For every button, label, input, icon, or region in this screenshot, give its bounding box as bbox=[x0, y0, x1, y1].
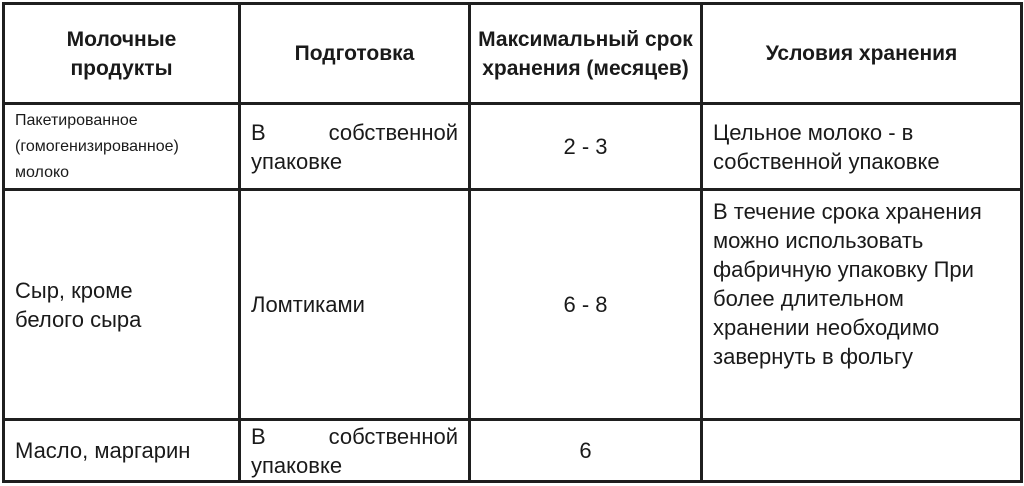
header-preparation-label: Подготовка bbox=[294, 42, 415, 65]
max-storage-cell bbox=[470, 420, 702, 482]
preparation-cell bbox=[240, 104, 470, 190]
product-cell bbox=[4, 420, 240, 482]
table-header-row bbox=[4, 4, 1022, 104]
preparation-cell bbox=[240, 190, 470, 420]
conditions-text: Цельное молоко - в собственной упаковке bbox=[713, 119, 940, 174]
table-row bbox=[4, 420, 1022, 482]
max-storage-value: 6 bbox=[579, 438, 592, 463]
max-storage-cell bbox=[470, 104, 702, 190]
preparation-text: В собственной упаковке bbox=[251, 423, 458, 478]
preparation-text: В собственной упаковке bbox=[251, 119, 458, 174]
conditions-text: В течение срока хранения можно использовать фабричную упаковку При более длительном хранении необходимо завернуть в фольгу bbox=[713, 199, 982, 369]
conditions-cell bbox=[702, 190, 1022, 420]
product-name: Сыр, кроме белого сыра bbox=[15, 277, 142, 332]
table-row bbox=[4, 104, 1022, 190]
product-name: Масло, маргарин bbox=[15, 438, 191, 463]
conditions-cell bbox=[702, 104, 1022, 190]
table-row bbox=[4, 190, 1022, 420]
header-preparation bbox=[240, 4, 470, 104]
header-storage-conditions bbox=[702, 4, 1022, 104]
product-cell bbox=[4, 104, 240, 190]
product-cell bbox=[4, 190, 240, 420]
preparation-cell bbox=[240, 420, 470, 482]
max-storage-value: 6 - 8 bbox=[563, 292, 608, 317]
header-max-storage bbox=[470, 4, 702, 104]
header-dairy-products-label: Молочные продукты bbox=[66, 27, 177, 80]
product-name: Пакетированное (гомогенизированное) молоко bbox=[15, 111, 179, 181]
header-dairy-products bbox=[4, 4, 240, 104]
dairy-storage-table bbox=[2, 2, 1023, 483]
conditions-cell bbox=[702, 420, 1022, 482]
max-storage-value: 2 - 3 bbox=[563, 134, 608, 159]
max-storage-cell bbox=[470, 190, 702, 420]
header-max-storage-label: Максимальный срок хранения (месяцев) bbox=[478, 27, 693, 80]
preparation-text: Ломтиками bbox=[251, 292, 365, 317]
header-storage-conditions-label: Условия хранения bbox=[765, 42, 958, 65]
